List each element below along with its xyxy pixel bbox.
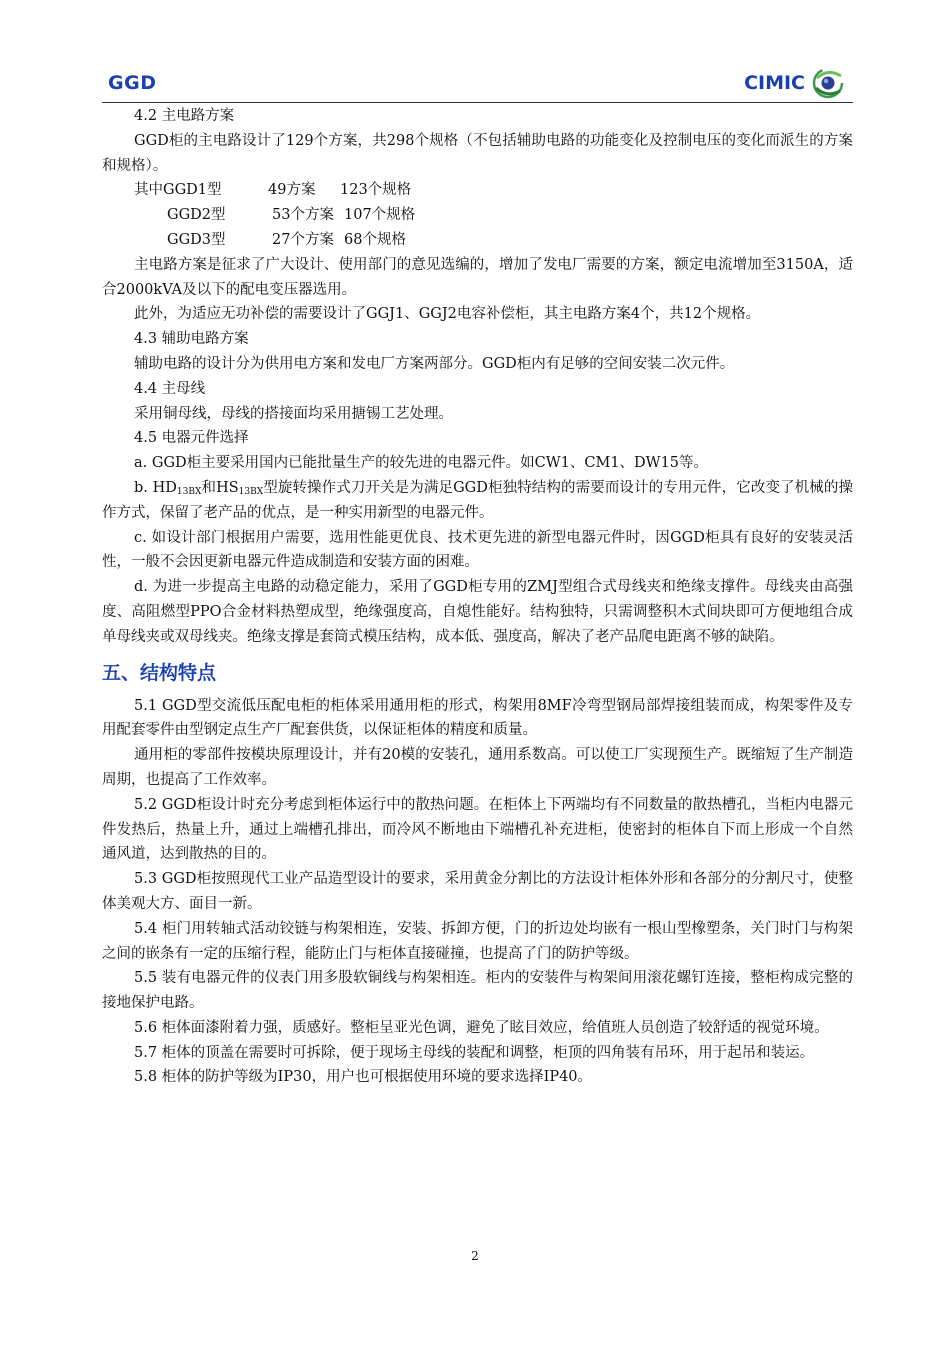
item-b-subscript-1: 13BX — [176, 486, 202, 497]
scheme-count: 53个方案 — [272, 207, 334, 224]
scheme-specs: 107个规格 — [344, 207, 416, 224]
section-4-2-para-1: GGD柜的主电路设计了129个方案，共298个规格（不包括辅助电路的功能变化及控制电压的变化而派生的方案和规格）。 — [102, 132, 853, 174]
section-5-para: 5.1 GGD型交流低压配电柜的柜体采用通用柜的形式，构架用8MF冷弯型钢局部焊接组装而成，构架零件及专用配套零件由型钢定点生产厂配套供货，以保证柜体的精度和质量。 — [102, 697, 853, 739]
scheme-specs: 68个规格 — [344, 231, 406, 248]
item-b-mid: 和HS — [201, 479, 239, 496]
page-number: 2 — [471, 1249, 479, 1263]
item-b-prefix: b. HD — [134, 479, 177, 496]
section-5-para: 5.3 GGD柜按照现代工业产品造型设计的要求，采用黄金分割比的方法设计柜体外形和各部分的分割尺寸，使整体美观大方、面目一新。 — [102, 871, 853, 912]
header-left-brand: GGD — [108, 72, 157, 94]
page-header — [102, 62, 853, 103]
section-5-title: 五、结构特点 — [102, 661, 217, 684]
section-5-para: 5.2 GGD柜设计时充分考虑到柜体运行中的散热问题。在柜体上下两端均有不同数量的散热槽孔，当柜内电器元件发热后，热量上升，通过上端槽孔排出，而冷风不断地由下端槽孔补充进柜，使密封的柜体自下而上形成一个自然通风道，达到散热的目的。 — [102, 796, 853, 863]
section-4-2-para-3: 此外，为适应无功补偿的需要设计了GGJ1、GGJ2电容补偿柜，其主电路方案4个，共12个规格。 — [134, 306, 761, 323]
scheme-type: GGD3型 — [167, 231, 226, 248]
section-5-para: 5.5 装有电器元件的仪表门用多股软铜线与构架相连。柜内的安装件与构架间用滚花螺钉连接，整柜构成完整的接地保护电路。 — [102, 970, 853, 1012]
scheme-type: GGD1型 — [163, 182, 222, 199]
section-4-4-para: 采用铜母线，母线的搭接面均采用搪锡工艺处理。 — [134, 405, 453, 422]
cimic-brand-text: CIMIC — [744, 72, 805, 94]
document-body — [102, 104, 853, 1090]
section-4-5-item-b — [102, 476, 853, 526]
section-4-2-heading: 4.2 主电路方案 — [134, 108, 235, 124]
section-4-5-heading: 4.5 电器元件选择 — [134, 430, 249, 447]
section-4-4-heading: 4.4 主母线 — [134, 380, 206, 397]
section-5-para: 5.8 柜体的防护等级为IP30，用户也可根据使用环境的要求选择IP40。 — [134, 1069, 593, 1086]
scheme-count: 27个方案 — [272, 231, 334, 248]
section-4-5-item-c: c. 如设计部门根据用户需要，选用性能更优良、技术更先进的新型电器元件时，因GGD柜具有良好的安装灵活性，一般不会因更新电器元件造成制造和安装方面的困难。 — [102, 529, 853, 571]
scheme-prefix: 其中 — [134, 182, 163, 199]
scheme-row — [102, 228, 853, 253]
section-4-3-heading: 4.3 辅助电路方案 — [134, 331, 249, 348]
section-4-2-para-2: 主电路方案是征求了广大设计、使用部门的意见选编的，增加了发电厂需要的方案，额定电流增加至3150A，适合2000kVA及以下的配电变压器选用。 — [102, 256, 853, 298]
header-right-brand — [744, 66, 845, 100]
scheme-type: GGD2型 — [167, 207, 226, 224]
section-4-5-item-d: d. 为进一步提高主电路的动稳定能力，采用了GGD柜专用的ZMJ型组合式母线夹和绝缘支撑件。母线夹由高强度、高阻燃型PPO合金材料热塑成型，绝缘强度高，自熄性能好。结构独特，只需调整积木式间块即可方便地组合成单母线夹或双母线夹。绝缘支撑是套筒式模压结构，成本低、强度高，解决了老产品爬电距离不够的缺陷。 — [102, 579, 853, 645]
item-b-subscript-2: 13BX — [238, 486, 264, 497]
section-5-para: 5.6 柜体面漆附着力强，质感好。整柜呈亚光色调，避免了眩目效应，给值班人员创造了较舒适的视觉环境。 — [134, 1019, 829, 1036]
cimic-logo-icon — [811, 66, 845, 100]
scheme-table — [102, 178, 853, 252]
section-5-para: 5.7 柜体的顶盖在需要时可拆除，便于现场主母线的装配和调整，柜顶的四角装有吊环，用于起吊和装运。 — [134, 1044, 815, 1061]
scheme-count: 49方案 — [268, 182, 316, 199]
section-4-5-item-a: a. GGD柜主要采用国内已能批量生产的较先进的电器元件。如CW1、CM1、DW15等。 — [134, 455, 709, 472]
scheme-row — [102, 178, 853, 203]
section-5-para: 5.4 柜门用转轴式活动铰链与构架相连，安装、拆卸方便，门的折边处均嵌有一根山型橡塑条，关门时门与构架之间的嵌条有一定的压缩行程，能防止门与柜体直接碰撞，也提高了门的防护等级。 — [102, 920, 853, 962]
section-5-para: 通用柜的零部件按模块原理设计，并有20模的安装孔，通用系数高。可以使工厂实现预生产。既缩短了生产制造周期，也提高了工作效率。 — [102, 747, 853, 788]
section-4-3-para: 辅助电路的设计分为供用电方案和发电厂方案两部分。GGD柜内有足够的空间安装二次元件。 — [134, 355, 735, 372]
item-b-text: 型旋转操作式刀开关是为满足GGD柜独特结构的需要而设计的专用元件，它改变了机械的操作方式，保留了老产品的优点，是一种实用新型的电器元件。 — [102, 479, 853, 521]
scheme-row — [102, 203, 853, 228]
scheme-specs: 123个规格 — [340, 182, 412, 199]
